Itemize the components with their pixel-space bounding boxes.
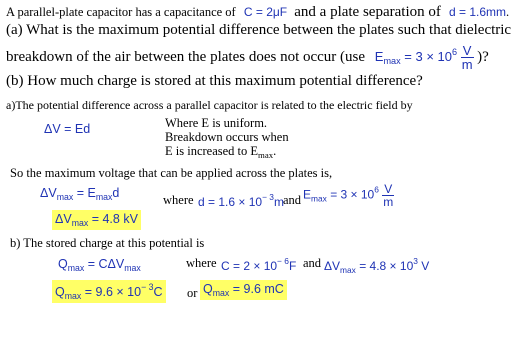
where-label-2: where xyxy=(186,256,217,270)
note-line1: Where E is uniform. xyxy=(165,116,268,130)
emax2-sub: max xyxy=(311,193,327,204)
dvmax-value xyxy=(324,256,429,275)
cdv-symbol: = CΔV xyxy=(87,257,125,271)
d-exponent: − 3 xyxy=(262,192,274,202)
result-qmax-sci xyxy=(52,280,166,303)
note-line3 xyxy=(165,144,289,162)
question-a-line1: (a) What is the maximum potential difference between the plates such that dielectric xyxy=(6,22,511,38)
note-line3-end: . xyxy=(273,144,277,158)
dv-unit: V xyxy=(421,259,430,273)
note-line3-text: E is increased to E xyxy=(165,144,259,158)
capacitance-value: C = 2μF xyxy=(243,5,288,19)
dv-exponent: 3 xyxy=(413,256,418,266)
note-line2: Breakdown occurs when xyxy=(165,130,289,144)
result-dv-value: = 4.8 kV xyxy=(91,212,138,226)
problem-intro xyxy=(6,4,509,21)
c-unit: F xyxy=(288,259,297,273)
emax-unit xyxy=(461,44,474,71)
question-a-end: )? xyxy=(477,48,489,65)
cdv-sub: max xyxy=(124,263,141,273)
c-value-text: C = 2 × 10 xyxy=(221,259,278,273)
res1-sub: max xyxy=(64,291,82,301)
emax-value: = 3 × 10 xyxy=(404,48,452,64)
answer-a-intro: a)The potential difference across a parallel capacitor is related to the electric field by xyxy=(6,98,413,112)
c-value xyxy=(221,256,296,273)
res1-value: = 9.6 × 10 xyxy=(84,285,142,299)
unit-num: V xyxy=(461,44,474,58)
emax-symbol: E xyxy=(374,48,384,64)
result-dv-sub: max xyxy=(71,218,89,228)
res1-exponent: − 3 xyxy=(141,282,154,292)
emax-given xyxy=(374,43,477,72)
d-value-text: d = 1.6 × 10 xyxy=(198,195,263,209)
dvmax-sub: max xyxy=(56,192,74,202)
dvmax-symbol: ΔV xyxy=(40,186,57,200)
where-label-1: where xyxy=(163,193,194,207)
result-dv-symbol: ΔV xyxy=(55,212,72,226)
res2-symbol: Q xyxy=(203,282,213,296)
emax-eq-sub: max xyxy=(95,192,113,202)
dv-value-text: = 4.8 × 10 xyxy=(359,259,414,273)
dv-sub: max xyxy=(340,265,356,275)
equation-dv-ed: ΔV = Ed xyxy=(44,122,91,136)
res2-sub: max xyxy=(212,288,230,298)
qmax-symbol: Q xyxy=(58,257,68,271)
equation-qmax xyxy=(58,257,141,273)
or-label: or xyxy=(187,286,198,300)
so-line: So the maximum voltage that can be applied across the plates is, xyxy=(10,166,333,180)
unit2-den: m xyxy=(383,195,394,209)
emax-value-2 xyxy=(303,183,394,208)
emax-subscript: max xyxy=(383,55,401,66)
emax-exponent: 6 xyxy=(452,46,458,57)
dv-symbol: ΔV xyxy=(324,259,341,273)
intro-mid-text: and a plate separation of xyxy=(294,4,441,20)
question-b: (b) How much charge is stored at this maximum potential difference? xyxy=(6,73,423,89)
res1-symbol: Q xyxy=(55,285,65,299)
and-label-2: and xyxy=(303,256,322,270)
unit2-num: V xyxy=(384,182,393,196)
emax2-value: = 3 × 10 xyxy=(330,187,375,202)
res1-unit: C xyxy=(153,285,163,299)
and-label-1: and xyxy=(283,193,302,207)
equation-dvmax xyxy=(40,186,119,202)
uniform-note xyxy=(165,116,289,162)
d-symbol: d xyxy=(112,186,120,200)
emax2-symbol: E xyxy=(303,187,312,202)
note-line3-sub: max xyxy=(258,150,274,160)
emax2-unit xyxy=(382,183,394,208)
question-a-line2 xyxy=(6,44,489,71)
emax-eq-symbol: = E xyxy=(76,186,96,200)
res2-value: = 9.6 mC xyxy=(232,282,284,296)
answer-b-intro: b) The stored charge at this potential is xyxy=(10,236,205,250)
unit-den: m xyxy=(461,57,473,72)
c-exponent: − 6 xyxy=(277,256,289,266)
qmax-sub: max xyxy=(67,263,85,273)
question-a-line2-text: breakdown of the air between the plates does not occur (use xyxy=(6,48,366,65)
d-value xyxy=(198,192,284,209)
d-unit: m xyxy=(273,195,284,209)
separation-value: d = 1.6mm xyxy=(448,5,507,19)
result-qmax-mc xyxy=(200,280,287,300)
intro-end: . xyxy=(506,5,510,19)
emax2-exponent: 6 xyxy=(374,184,379,195)
result-dvmax xyxy=(52,210,141,230)
intro-text: A parallel-plate capacitor has a capacitance of xyxy=(6,5,236,19)
